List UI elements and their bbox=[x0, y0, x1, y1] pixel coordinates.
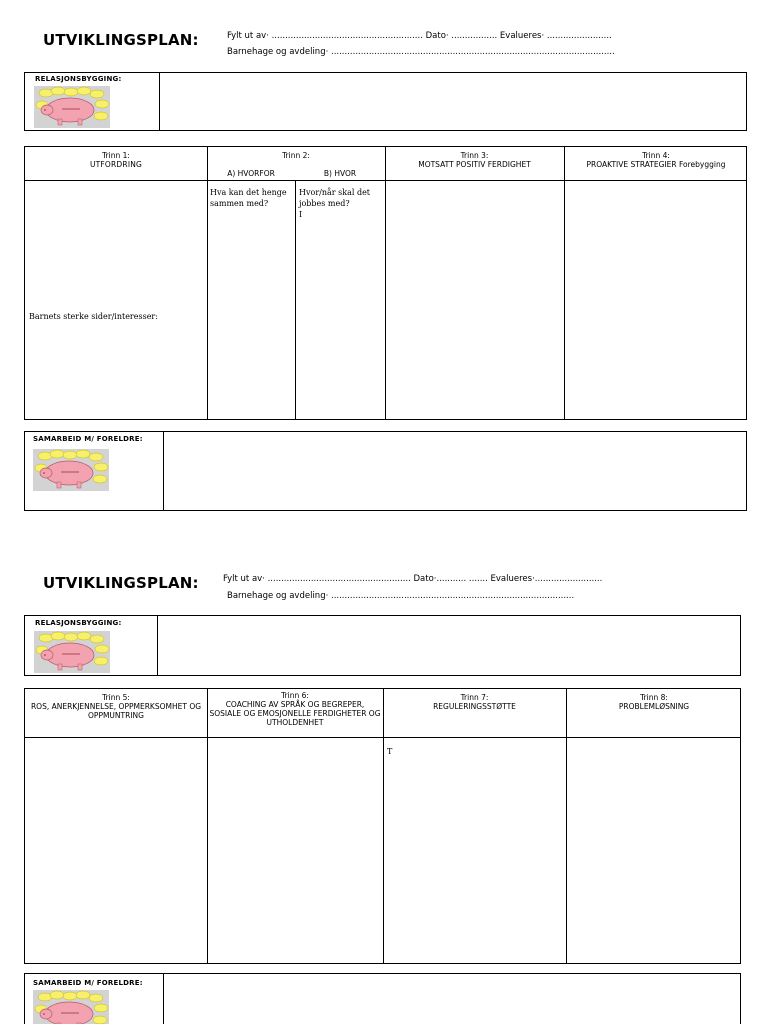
piggy-bank-icon bbox=[33, 449, 111, 491]
step3-header bbox=[385, 151, 564, 169]
step2-head: Trinn 2: bbox=[282, 151, 310, 160]
col-divider bbox=[295, 180, 296, 419]
page1-relation-label: RELASJONSBYGGING: bbox=[35, 75, 122, 83]
col-divider bbox=[207, 689, 208, 963]
step7-head: Trinn 7: bbox=[460, 693, 489, 702]
col4-field[interactable] bbox=[566, 182, 746, 418]
page2-coop-label: SAMARBEID M/ FORELDRE: bbox=[33, 979, 143, 987]
col-divider bbox=[564, 147, 565, 419]
step7-sub: REGULERINGSSTØTTE bbox=[433, 702, 516, 711]
page2-title: UTVIKLINGSPLAN: bbox=[43, 574, 199, 592]
step5-sub: ROS, ANERKJENNELSE, OPPMERKSOMHET OG OPPMUNTRING bbox=[30, 702, 202, 720]
col5-field[interactable] bbox=[27, 739, 205, 961]
page1-steps-table bbox=[24, 146, 747, 420]
page1-coop-box bbox=[24, 431, 747, 511]
page2-relation-field[interactable] bbox=[159, 617, 739, 674]
step6-head: Trinn 6: bbox=[281, 691, 309, 700]
col-divider bbox=[385, 147, 386, 419]
divider bbox=[159, 73, 160, 130]
page1-relation-field[interactable] bbox=[161, 74, 746, 129]
page2-coop-box bbox=[24, 973, 741, 1024]
step3-sub: MOTSATT POSITIV FERDIGHET bbox=[418, 160, 531, 169]
col2a-text[interactable]: Hva kan det henge sammen med? bbox=[210, 188, 287, 208]
col-divider bbox=[207, 147, 208, 419]
step2-sub-a: A) HVORFOR bbox=[227, 169, 275, 178]
step8-header bbox=[566, 693, 742, 711]
step4-header bbox=[564, 151, 748, 169]
col-divider bbox=[383, 689, 384, 963]
step7-header bbox=[383, 693, 566, 711]
col6-field[interactable] bbox=[209, 739, 381, 961]
col1-strengths-text[interactable]: Barnets sterke sider/interesser: bbox=[29, 312, 158, 321]
page2-header-line2: Barnehage og avdeling· .......................................................................................... bbox=[227, 591, 575, 601]
page1-title: UTVIKLINGSPLAN: bbox=[43, 31, 199, 49]
piggy-bank-icon bbox=[34, 86, 110, 128]
step1-header bbox=[25, 151, 207, 169]
step1-head: Trinn 1: bbox=[102, 151, 130, 160]
divider bbox=[163, 974, 164, 1024]
step1-sub: UTFORDRING bbox=[89, 160, 143, 169]
step8-sub: PROBLEMLØSNING bbox=[618, 702, 690, 711]
divider bbox=[157, 616, 158, 675]
page1-coop-label: SAMARBEID M/ FORELDRE: bbox=[33, 435, 143, 443]
page2-coop-field[interactable] bbox=[165, 975, 739, 1024]
step3-head: Trinn 3: bbox=[460, 151, 489, 160]
step2-sub-b: B) HVOR bbox=[323, 169, 357, 178]
piggy-bank-icon bbox=[33, 990, 111, 1024]
piggy-bank-icon bbox=[34, 631, 110, 673]
page2-relation-label: RELASJONSBYGGING: bbox=[35, 619, 122, 627]
divider bbox=[163, 432, 164, 510]
page2-header-line1: Fylt ut av· ..................................................... Dato·........... ....... Evalueres·......................... bbox=[223, 574, 603, 584]
col7-text[interactable]: T bbox=[387, 747, 393, 756]
page2-steps-table bbox=[24, 688, 741, 964]
col-divider bbox=[566, 689, 567, 963]
page1-header-line2: Barnehage og avdeling· ......................................................................................................... bbox=[227, 47, 615, 57]
step8-head: Trinn 8: bbox=[640, 693, 668, 702]
step4-sub: PROAKTIVE STRATEGIER Forebygging bbox=[586, 160, 726, 169]
step5-head: Trinn 5: bbox=[102, 693, 130, 702]
page1-relation-box bbox=[24, 72, 747, 131]
col2b-text[interactable]: Hvor/når skal det jobbes med? bbox=[299, 188, 371, 208]
step6-header bbox=[209, 691, 381, 727]
page2-relation-box bbox=[24, 615, 741, 676]
col2b-cursor: I bbox=[299, 210, 303, 219]
page1-coop-field[interactable] bbox=[165, 433, 745, 509]
step4-head: Trinn 4: bbox=[642, 151, 670, 160]
step5-header bbox=[27, 693, 205, 720]
col3-field[interactable] bbox=[387, 182, 563, 418]
page1-header-line1: Fylt ut av· ........................................................ Dato· ................. Evalueres· ........................ bbox=[227, 31, 612, 41]
step6-sub: COACHING AV SPRÅK OG BEGREPER, SOSIALE OG EMOSJONELLE FERDIGHETER OG UTHOLDENHET bbox=[209, 700, 381, 727]
col8-field[interactable] bbox=[568, 739, 740, 961]
